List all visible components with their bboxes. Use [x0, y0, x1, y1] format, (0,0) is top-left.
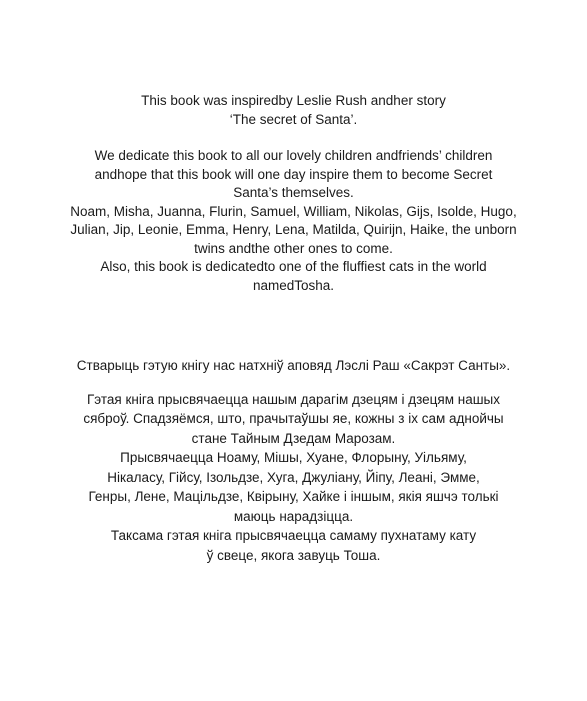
belarusian-dedication-line: сяброў. Спадзяёмся, што, прачытаўшы яе, кожны з іх сам аднойчы	[83, 411, 504, 426]
english-dedication-line: andhope that this book will one day inspire them to become Secret	[94, 166, 493, 182]
english-dedication-line: Also, this book is dedicatedto one of the fluffiest cats in the world	[100, 259, 487, 274]
belarusian-dedication-line: ў свеце, якога завуць Тоша.	[206, 547, 381, 563]
belarusian-dedication-line: Прысвячаецца Ноаму, Мішы, Хуане, Флорыну, Уільяму,	[120, 450, 467, 465]
belarusian-dedication-line: Нікаласу, Гійсу, Ізольдзе, Хуга, Джуліану, Йіпу, Леані, Эмме,	[107, 469, 480, 485]
english-dedication-line: twins andthe other ones to come.	[194, 240, 393, 256]
belarusian-dedication-line: Генры, Лене, Мацільдзе, Квірыну, Хайке і іншым, якія яшчэ толькі	[88, 489, 499, 504]
english-dedication-line: namedTosha.	[252, 277, 335, 293]
english-dedication	[40, 92, 547, 295]
belarusian-dedication-line: Гэтая кніга прысвячаецца нашым дарагім дзецям і дзецям нашых	[86, 391, 500, 407]
english-dedication-line: Julian, Jip, Leonie, Emma, Henry, Lena, Matilda, Quirijn, Haike, the unborn	[70, 222, 517, 237]
belarusian-dedication-line: маюць нарадзіцца.	[233, 508, 354, 524]
paragraph-gap	[40, 129, 547, 147]
belarusian-dedication-line: Таксама гэтая кніга прысвячаецца самаму пухнатаму кату	[110, 528, 477, 543]
english-dedication-line: We dedicate this book to all our lovely children andfriends’ children	[94, 148, 493, 163]
english-dedication-line: Santa’s themselves.	[233, 185, 354, 200]
paragraph-gap	[40, 376, 547, 390]
belarusian-dedication	[40, 356, 547, 565]
belarusian-inspired-line: Стварыць гэтую кнігу нас натхніў аповяд Лэслі Раш «Сакрэт Санты».	[76, 358, 511, 373]
english-inspired-line: ‘The secret of Santa’.	[229, 111, 358, 127]
english-inspired-line: This book was inspiredby Leslie Rush andher story	[141, 93, 446, 108]
english-dedication-line: Noam, Misha, Juanna, Flurin, Samuel, William, Nikolas, Gijs, Isolde, Hugo,	[70, 203, 517, 219]
belarusian-dedication-line: стане Тайным Дзедам Марозам.	[191, 430, 396, 446]
